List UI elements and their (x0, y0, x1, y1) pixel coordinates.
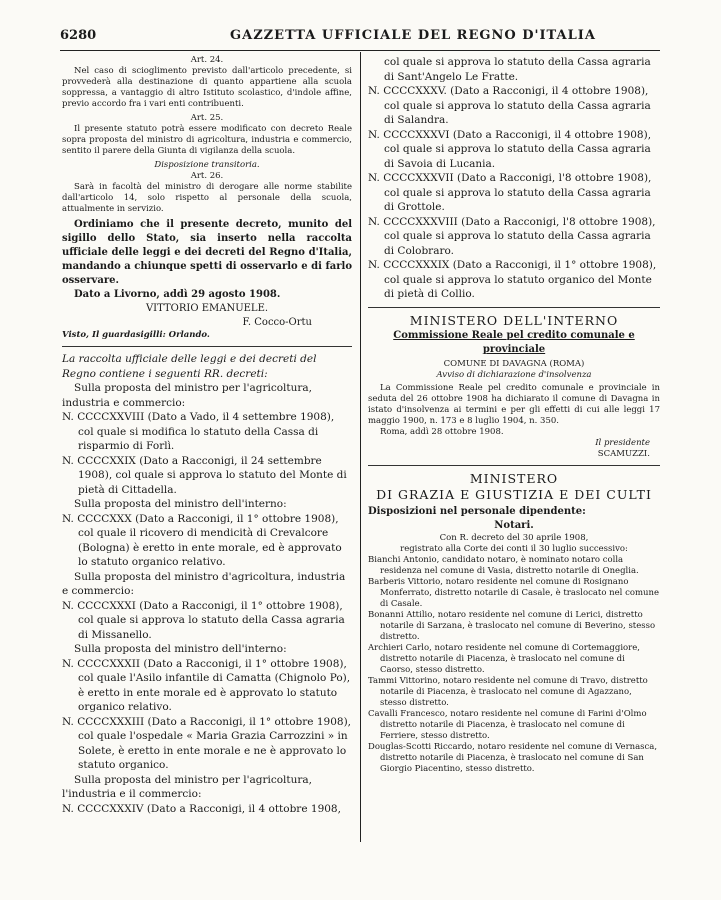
visto-line: Visto, Il guardasigilli: Orlando. (62, 330, 210, 340)
roma-date: Roma, addì 28 ottobre 1908. (380, 426, 504, 437)
section-rule (62, 346, 352, 347)
notari-heading: Notari. (494, 519, 534, 531)
art25-title: Art. 25. (190, 113, 224, 123)
notary-entry: Bianchi Antonio, candidato notaro, è nominato notaro colla residenza nel comune di Vasia, distretto notarile di Oneglia. (368, 554, 639, 576)
left-column (62, 55, 352, 816)
decree-434-cont: col quale si approva lo statuto della Cassa agraria di Sant'Angelo Le Fratte. (384, 56, 651, 83)
decree-439: N. CCCCXXXIX (Dato a Racconigi, il 1° ottobre 1908), col quale si approva lo statuto organico del Monte di pietà di Collio. (368, 259, 657, 300)
proposal-1: Sulla proposta del ministro per l'agricoltura, industria e commercio: (62, 382, 312, 409)
proposal-2: Sulla proposta del ministro dell'interno: (74, 498, 287, 510)
art26-title: Art. 26. (190, 171, 224, 181)
decree-434: N. CCCCXXXIV (Dato a Racconigi, il 4 ottobre 1908, (62, 802, 341, 815)
transitory-heading: Disposizione transitoria. (154, 160, 260, 170)
art24-title: Art. 24. (190, 55, 224, 65)
minister-signature: F. Cocco-Ortu (242, 317, 312, 328)
presidente-name: SCAMUZZI. (597, 448, 650, 459)
decreto-line-1: Con R. decreto del 30 aprile 1908, (439, 532, 589, 543)
art24-text: Nel caso di scioglimento previsto dall'articolo precedente, si provvederà alla destinazione di quanto appartiene alla scuola soppressa, a vantaggio di altro Istituto scolastico, d'indole affine, previo accordo fra i vari enti contribuenti. (62, 66, 352, 109)
header-rule (60, 50, 660, 51)
decree-430: N. CCCCXXX (Dato a Racconigi, il 1° ottobre 1908), col quale il ricovero di mendicità di Crevalcore (Bologna) è eretto in ente morale, ed è approvato lo statuto organico relativo. (62, 512, 342, 568)
column-divider (360, 52, 361, 842)
decree-438: N. CCCCXXXVIII (Dato a Racconigi, l'8 ottobre 1908), col quale si approva lo statuto della Cassa agraria di Colobraro. (368, 215, 656, 257)
notary-entry: Douglas-Scotti Riccardo, notaro residente nel comune di Vernasca, distretto notarile di Piacenza, è traslocato nel comune di San Giorgio Piacentino, stesso distretto. (368, 741, 658, 774)
decree-436: N. CCCCXXXVI (Dato a Racconigi, il 4 ottobre 1908), col quale si approva lo statuto della Cassa agraria di Savoia di Lucania. (368, 128, 652, 170)
page-header (60, 28, 660, 48)
raccolta-heading: La raccolta ufficiale delle leggi e dei decreti del Regno contiene i seguenti RR. decreti: (62, 353, 317, 380)
ministry-grazia-title-1: MINISTERO (469, 470, 559, 486)
presidente-label: Il presidente (595, 437, 650, 448)
king-signature: VITTORIO EMANUELE. (145, 303, 269, 314)
section-rule (368, 307, 660, 308)
notary-entry: Tammi Vittorino, notaro residente nel comune di Travo, distretto notarile di Piacenza, è traslocato nel comune di Agazzano, stesso distretto. (368, 675, 648, 708)
page-number: 6280 (60, 28, 97, 43)
proposal-4: Sulla proposta del ministro dell'interno: (74, 643, 287, 655)
notary-entry: Barberis Vittorio, notaro residente nel comune di Rosignano Monferrato, distretto notarile di Casale, è traslocato nel comune di Casale. (368, 576, 659, 609)
notary-entry: Bonanni Attilio, notaro residente nel comune di Lerici, distretto notarile di Sarzana, è traslocato nel comune di Beverino, stesso distretto. (368, 609, 656, 642)
commission-title: Commissione Reale pel credito comunale e provinciale (393, 329, 635, 355)
gazette-title: GAZZETTA UFFICIALE DEL REGNO D'ITALIA (230, 28, 596, 43)
avviso-text: La Commissione Reale pel credito comunale e provinciale in seduta del 26 ottobre 1908 ha dichiarato il comune di Davagna in istato d'insolvenza ai termini e per gli effetti di cui alle leggi 17 maggio 1900, n. 173 e 8 luglio 1904, n. 350. (368, 382, 660, 426)
art26-text: Sarà in facoltà del ministro di derogare alle norme stabilite dall'articolo 14, solo rispetto al personale della scuola, attualmente in servizio. (62, 182, 352, 214)
notary-entry: Cavalli Francesco, notaro residente nel comune di Farini d'Olmo distretto notarile di Piacenza, è traslocato nel comune di Ferriere, stesso distretto. (368, 708, 647, 741)
decree-428: N. CCCCXXVIII (Dato a Vado, il 4 settembre 1908), col quale si modifica lo statuto della Cassa di risparmio di Forlì. (62, 411, 335, 452)
decree-429: N. CCCCXXIX (Dato a Racconigi, il 24 settembre 1908), col quale si approva lo statuto del Monte di pietà di Cittadella. (62, 454, 347, 496)
decree-433: N. CCCCXXXIII (Dato a Racconigi, il 1° ottobre 1908), col quale l'ospedale « Maria Grazia Carrozzini » in Solete, è eretto in ente morale e ne è approvato lo statuto organico. (62, 715, 352, 771)
notary-entry: Archieri Carlo, notaro residente nel comune di Cortemaggiore, distretto notarile di Piacenza, è traslocato nel comune di Caorso, stesso distretto. (368, 642, 640, 675)
proposal-5: Sulla proposta del ministro per l'agricoltura, l'industria e il commercio: (62, 773, 312, 800)
right-column (368, 55, 660, 775)
date-line: Dato a Livorno, addì 29 agosto 1908. (74, 289, 281, 300)
proposal-3: Sulla proposta del ministro d'agricoltura, industria e commercio: (62, 570, 346, 597)
decree-437: N. CCCCXXXVII (Dato a Racconigi, l'8 ottobre 1908), col quale si approva lo statuto della Cassa agraria di Grottole. (368, 172, 652, 213)
section-rule (368, 465, 660, 466)
ministry-grazia-title-2: DI GRAZIA E GIUSTIZIA E DEI CULTI (376, 486, 652, 502)
avviso-heading: Avviso di dichiarazione d'insolvenza (436, 369, 592, 380)
art25-text: Il presente statuto potrà essere modificato con decreto Reale sopra proposta del ministro di agricoltura, industria e commercio, sentito il parere della Giunta di vigilanza della scuola. (62, 124, 352, 156)
order-text: Ordiniamo che il presente decreto, munito del sigillo dello Stato, sia inserto nella raccolta ufficiale delle leggi e dei decreti del Regno d'Italia, mandando a chiunque spetti di osservarlo e di farlo osservare. (62, 219, 352, 286)
decreto-line-2: registrato alla Corte dei conti il 30 luglio successivo: (400, 543, 628, 554)
comune-heading: COMUNE DI DAVAGNA (ROMA) (443, 358, 585, 369)
ministry-interno: MINISTERO DELL'INTERNO (409, 312, 619, 328)
disposizioni-heading: Disposizioni nel personale dipendente: (368, 505, 586, 517)
decree-431: N. CCCCXXXI (Dato a Racconigi, il 1° ottobre 1908), col quale si approva lo statuto della Cassa agraria di Missanello. (62, 599, 345, 641)
decree-435: N. CCCCXXXV. (Dato a Racconigi, il 4 ottobre 1908), col quale si approva lo statuto della Cassa agraria di Salandra. (368, 85, 651, 126)
decree-432: N. CCCCXXXII (Dato a Racconigi, il 1° ottobre 1908), col quale l'Asilo infantile di Camatta (Chignolo Po), è eretto in ente morale ed è approvato lo statuto organico relativo. (62, 657, 351, 713)
